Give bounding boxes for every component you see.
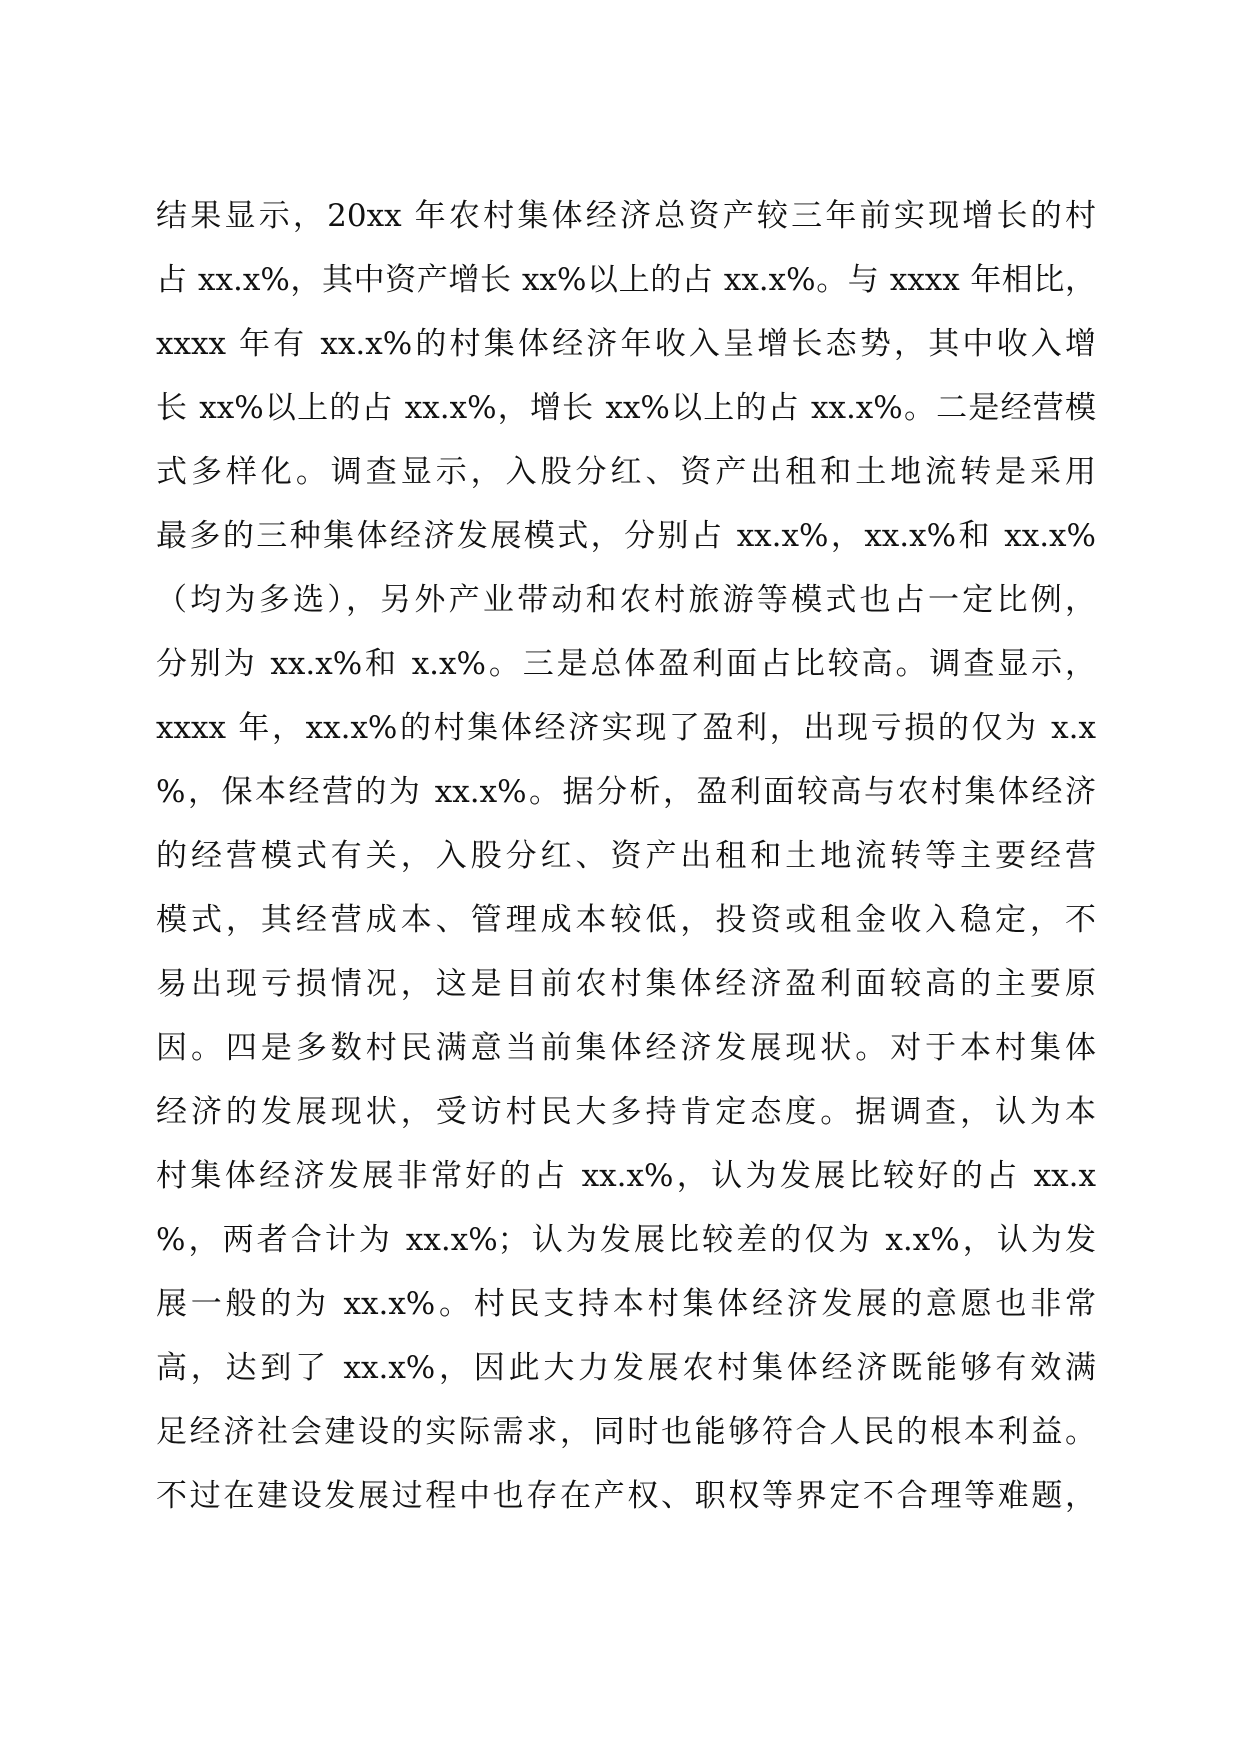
text-line: 结果显示，20xx 年农村集体经济总资产较三年前实现增长的村 xyxy=(156,198,1096,234)
text-line: 长 xx%以上的占 xx.x%，增长 xx%以上的占 xx.x%。二是经营模 xyxy=(156,390,1096,426)
text-line: 展一般的为 xx.x%。村民支持本村集体经济发展的意愿也非常 xyxy=(156,1286,1096,1322)
text-line: 最多的三种集体经济发展模式，分别占 xx.x%，xx.x%和 xx.x% xyxy=(156,518,1096,554)
text-line: 因。四是多数村民满意当前集体经济发展现状。对于本村集体 xyxy=(156,1030,1096,1066)
text-line: 村集体经济发展非常好的占 xx.x%，认为发展比较好的占 xx.x xyxy=(156,1158,1096,1194)
text-line: xxxx 年，xx.x%的村集体经济实现了盈利，出现亏损的仅为 x.x xyxy=(156,710,1096,746)
text-line: 的经营模式有关，入股分红、资产出租和土地流转等主要经营 xyxy=(156,838,1096,874)
text-line: 足经济社会建设的实际需求，同时也能够符合人民的根本利益。 xyxy=(156,1414,1096,1450)
text-line: 式多样化。调查显示，入股分红、资产出租和土地流转是采用 xyxy=(156,454,1096,490)
text-line: 易出现亏损情况，这是目前农村集体经济盈利面较高的主要原 xyxy=(156,966,1096,1002)
text-line: 模式，其经营成本、管理成本较低，投资或租金收入稳定，不 xyxy=(156,902,1096,938)
text-line: %，两者合计为 xx.x%；认为发展比较差的仅为 x.x%，认为发 xyxy=(156,1222,1096,1258)
text-line: 不过在建设发展过程中也存在产权、职权等界定不合理等难题， xyxy=(156,1478,1096,1514)
text-line: 分别为 xx.x%和 x.x%。三是总体盈利面占比较高。调查显示， xyxy=(156,646,1096,682)
text-line: （均为多选），另外产业带动和农村旅游等模式也占一定比例， xyxy=(156,582,1096,618)
body-text xyxy=(156,184,1096,1528)
text-line: xxxx 年有 xx.x%的村集体经济年收入呈增长态势，其中收入增 xyxy=(156,326,1096,362)
text-line: %，保本经营的为 xx.x%。据分析，盈利面较高与农村集体经济 xyxy=(156,774,1096,810)
text-line: 占 xx.x%，其中资产增长 xx%以上的占 xx.x%。与 xxxx 年相比， xyxy=(156,262,1096,298)
text-line: 经济的发展现状，受访村民大多持肯定态度。据调查，认为本 xyxy=(156,1094,1096,1130)
text-line: 高，达到了 xx.x%，因此大力发展农村集体经济既能够有效满 xyxy=(156,1350,1096,1386)
